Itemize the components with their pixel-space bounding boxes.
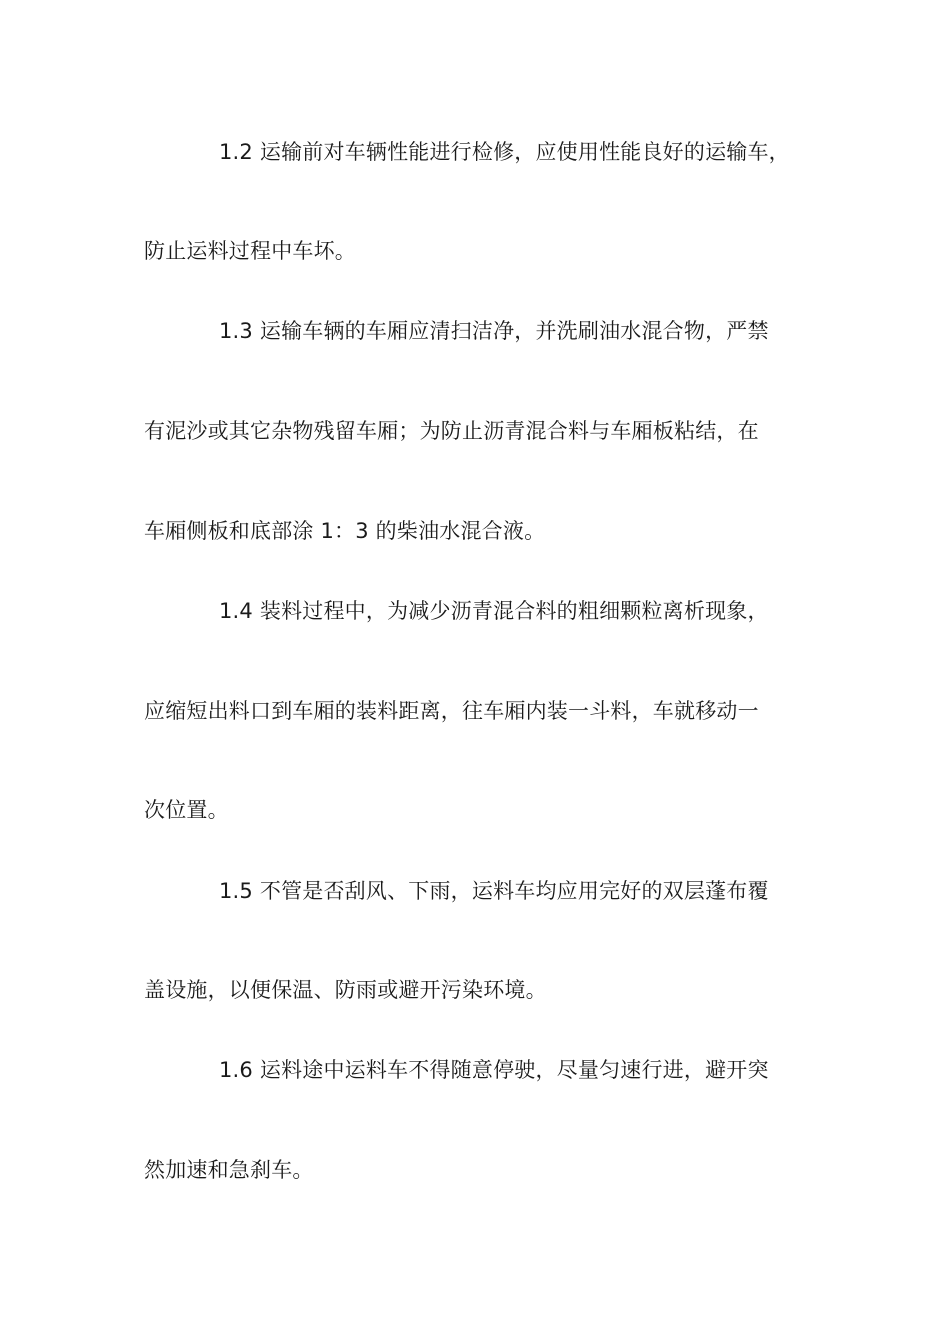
paragraph-line: 1.4 装料过程中，为减少沥青混合料的粗细颗粒离析现象， xyxy=(219,599,769,623)
paragraph-line: 有泥沙或其它杂物残留车厢；为防止沥青混合料与车厢板粘结，在 xyxy=(144,419,759,443)
paragraph-line: 1.5 不管是否刮风、下雨，运料车均应用完好的双层蓬布覆 xyxy=(219,879,769,903)
paragraph-line: 应缩短出料口到车厢的装料距离，往车厢内装一斗料，车就移动一 xyxy=(144,699,759,723)
paragraph-line: 1.2 运输前对车辆性能进行检修，应使用性能良好的运输车， xyxy=(219,140,790,164)
paragraph-line: 然加速和急刹车。 xyxy=(144,1158,314,1182)
paragraph-line: 防止运料过程中车坏。 xyxy=(144,239,356,263)
paragraph-line: 车厢侧板和底部涂 1：3 的柴油水混合液。 xyxy=(144,519,546,543)
paragraph-line: 次位置。 xyxy=(144,798,229,822)
paragraph-line: 1.3 运输车辆的车厢应清扫洁净，并洗刷油水混合物，严禁 xyxy=(219,319,769,343)
paragraph-line: 盖设施，以便保温、防雨或避开污染环境。 xyxy=(144,978,547,1002)
paragraph-line: 1.6 运料途中运料车不得随意停驶，尽量匀速行进，避开突 xyxy=(219,1058,769,1082)
